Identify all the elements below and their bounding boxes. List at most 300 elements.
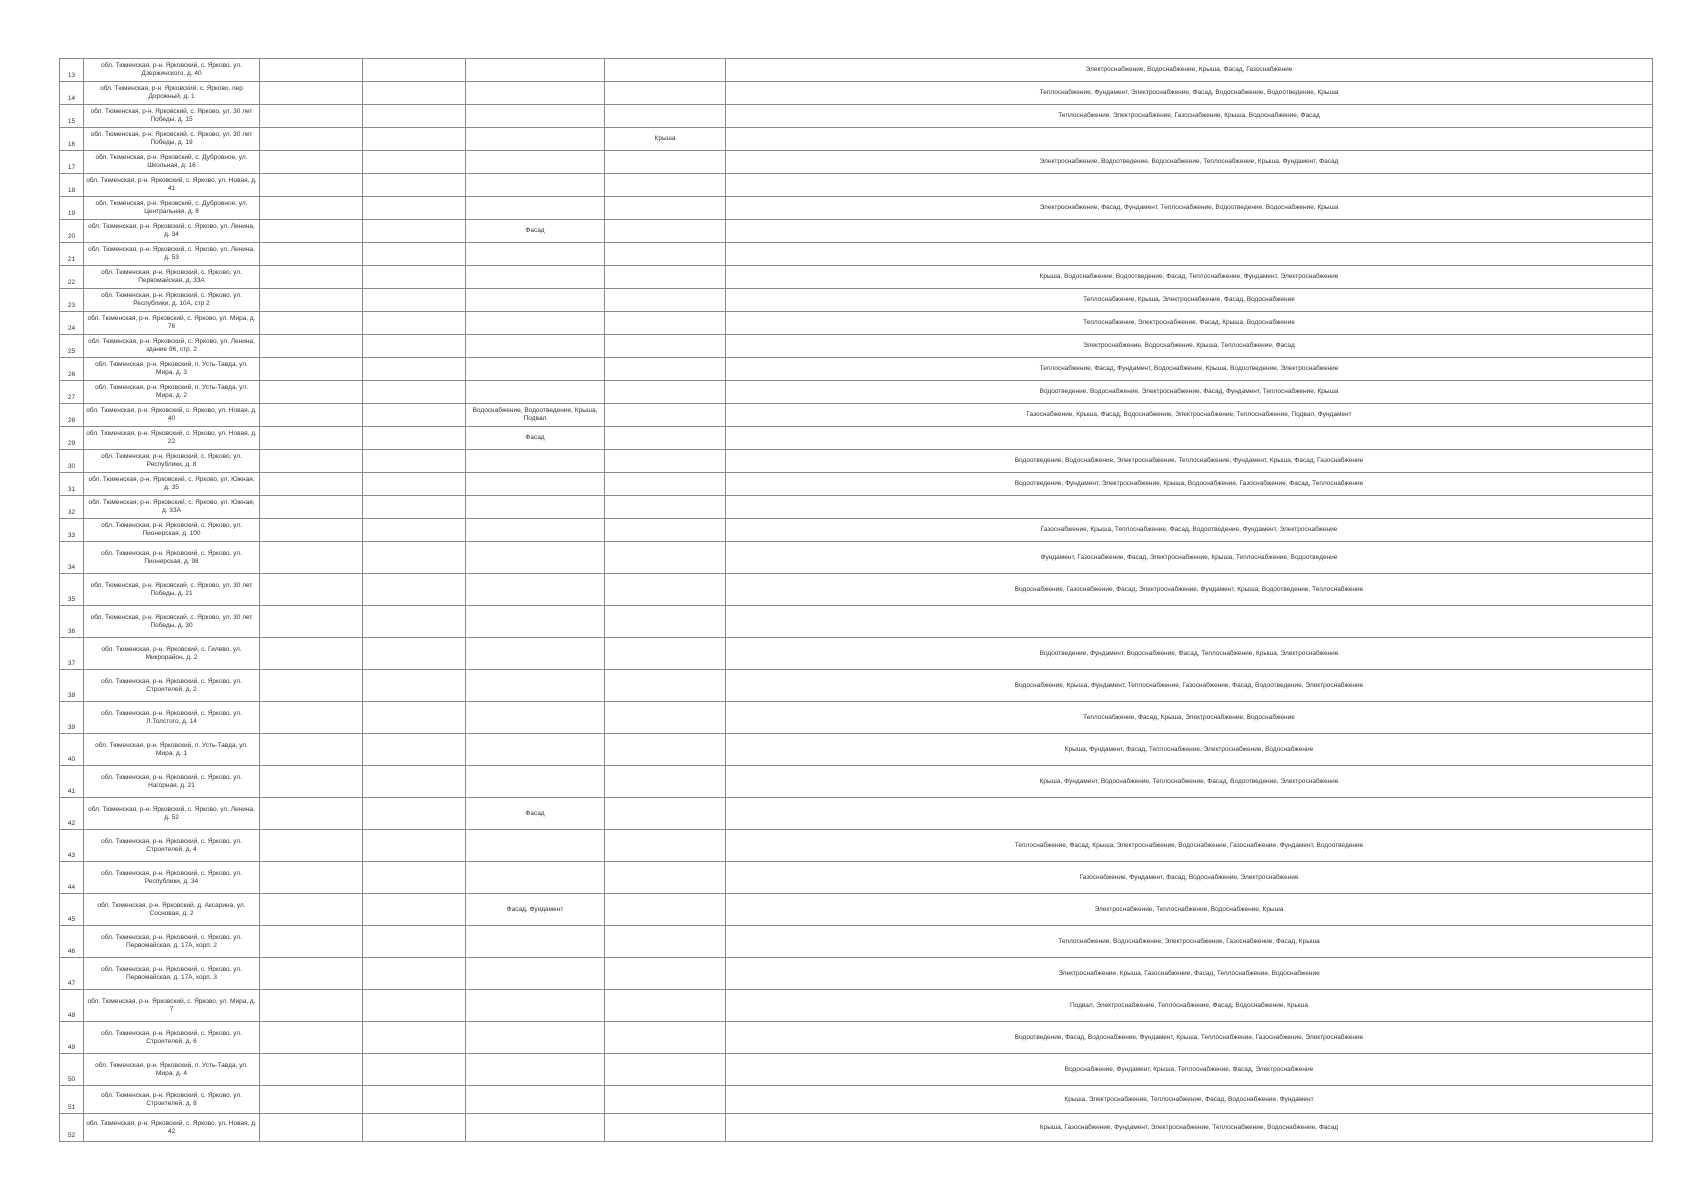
empty-cell xyxy=(363,197,466,220)
empty-cell xyxy=(363,670,466,702)
empty-cell xyxy=(260,289,363,312)
empty-cell xyxy=(363,734,466,766)
empty-cell xyxy=(363,542,466,574)
work-type-cell-2 xyxy=(605,427,726,450)
empty-cell xyxy=(260,427,363,450)
address-cell: обл. Тюменская, р-н. Ярковский, д. Аксарина, ул. Сосновая, д. 2 xyxy=(84,894,260,926)
empty-cell xyxy=(260,894,363,926)
empty-cell xyxy=(363,830,466,862)
table-row xyxy=(60,59,1653,82)
table-row xyxy=(60,82,1653,105)
works-list-cell: Крыша, Водоснабжение, Водоотведение, Фасад, Теплоснабжение, Фундамент, Электроснабжение xyxy=(726,266,1653,289)
empty-cell xyxy=(363,473,466,496)
row-number: 41 xyxy=(60,766,84,798)
empty-cell xyxy=(260,105,363,128)
row-number: 31 xyxy=(60,473,84,496)
address-cell: обл. Тюменская, р-н. Ярковский, с. Ярково, ул. Строителей, д. 6 xyxy=(84,1022,260,1054)
works-list-cell xyxy=(726,798,1653,830)
empty-cell xyxy=(363,427,466,450)
empty-cell xyxy=(260,404,363,427)
empty-cell xyxy=(260,990,363,1022)
row-number: 24 xyxy=(60,312,84,335)
works-list-cell: Теплоснабжение, Фасад, Крыша, Электроснабжение, Водоснабжение xyxy=(726,702,1653,734)
empty-cell xyxy=(260,312,363,335)
address-cell: обл. Тюменская, р-н. Ярковский, с. Ярково, ул. 30 лет Победы, д. 19 xyxy=(84,128,260,151)
empty-cell xyxy=(363,766,466,798)
address-cell: обл. Тюменская, р-н. Ярковский, с. Ярково, ул. Республики, д. 8 xyxy=(84,450,260,473)
row-number: 39 xyxy=(60,702,84,734)
empty-cell xyxy=(260,450,363,473)
empty-cell xyxy=(260,496,363,519)
empty-cell xyxy=(260,702,363,734)
row-number: 15 xyxy=(60,105,84,128)
address-cell: обл. Тюменская, р-н. Ярковский, с. Ярково, ул. Первомайская, д. 17А, корп. 3 xyxy=(84,958,260,990)
work-type-cell xyxy=(466,542,605,574)
row-number: 23 xyxy=(60,289,84,312)
works-list-cell: Электроснабжение, Фасад, Фундамент, Теплоснабжение, Водоотведение, Водоснабжение, Крыша xyxy=(726,197,1653,220)
work-type-cell xyxy=(466,151,605,174)
work-type-cell xyxy=(466,105,605,128)
address-cell: обл. Тюменская, р-н. Ярковский, с. Дубровное, ул. Школьная, д. 16 xyxy=(84,151,260,174)
table-row xyxy=(60,670,1653,702)
work-type-cell xyxy=(466,381,605,404)
empty-cell xyxy=(260,197,363,220)
row-number: 13 xyxy=(60,59,84,82)
address-cell: обл. Тюменская, р-н. Ярковский, с. Ярково, ул. Республики, д. 34 xyxy=(84,862,260,894)
address-cell: обл. Тюменская, р-н. Ярковский, с. Ярково, ул. Строителей, д. 4 xyxy=(84,830,260,862)
address-cell: обл. Тюменская, р-н. Ярковский, с. Дубровное, ул. Центральная, д. 8 xyxy=(84,197,260,220)
empty-cell xyxy=(363,926,466,958)
table-row xyxy=(60,358,1653,381)
table-row xyxy=(60,197,1653,220)
address-cell: обл. Тюменская, р-н. Ярковский, с. Ярково, ул. Ленина, д. 34 xyxy=(84,220,260,243)
empty-cell xyxy=(260,1022,363,1054)
empty-cell xyxy=(260,1086,363,1114)
empty-cell xyxy=(363,450,466,473)
row-number: 30 xyxy=(60,450,84,473)
row-number: 45 xyxy=(60,894,84,926)
works-table xyxy=(59,58,1653,1142)
work-type-cell xyxy=(466,335,605,358)
address-cell: обл. Тюменская, р-н. Ярковский, с. Ярково, ул. Южная, д. 35 xyxy=(84,473,260,496)
work-type-cell xyxy=(466,766,605,798)
works-list-cell xyxy=(726,174,1653,197)
works-list-cell: Газоснабжение, Крыша, Фасад, Водоснабжение, Электроснабжение, Теплоснабжение, Подвал, Фундамент xyxy=(726,404,1653,427)
table-row xyxy=(60,702,1653,734)
row-number: 18 xyxy=(60,174,84,197)
work-type-cell-2 xyxy=(605,1086,726,1114)
empty-cell xyxy=(363,638,466,670)
work-type-cell xyxy=(466,289,605,312)
work-type-cell-2 xyxy=(605,574,726,606)
empty-cell xyxy=(260,734,363,766)
address-cell: обл. Тюменская, р-н. Ярковский, с. Ярково, ул. Ленина, д. 53 xyxy=(84,243,260,266)
row-number: 51 xyxy=(60,1086,84,1114)
works-list-cell: Водоснабжение, Газоснабжение, Фасад, Электроснабжение, Фундамент, Крыша, Водоотведение, Теплоснабжение xyxy=(726,574,1653,606)
address-cell: обл. Тюменская, р-н. Ярковский, с. Ярково, ул. Первомайская, д. 17А, корп. 2 xyxy=(84,926,260,958)
work-type-cell xyxy=(466,990,605,1022)
works-list-cell: Теплоснабжение, Электроснабжение, Фасад, Крыша, Водоснабжение xyxy=(726,312,1653,335)
table-row xyxy=(60,266,1653,289)
row-number: 42 xyxy=(60,798,84,830)
address-cell: обл. Тюменская, р-н. Ярковский, с. Ярково, ул. Новая, д. 42 xyxy=(84,1114,260,1142)
work-type-cell-2 xyxy=(605,1114,726,1142)
empty-cell xyxy=(363,1022,466,1054)
table-row xyxy=(60,542,1653,574)
empty-cell xyxy=(260,381,363,404)
works-list-cell: Теплоснабжение, Фундамент, Электроснабжение, Фасад, Водоснабжение, Водоотведение, Крыша xyxy=(726,82,1653,105)
work-type-cell-2 xyxy=(605,220,726,243)
empty-cell xyxy=(363,82,466,105)
works-list-cell: Водоснабжение, Фундамент, Крыша, Теплоснабжение, Фасад, Электроснабжение xyxy=(726,1054,1653,1086)
empty-cell xyxy=(260,82,363,105)
empty-cell xyxy=(260,358,363,381)
work-type-cell xyxy=(466,82,605,105)
address-cell: обл. Тюменская, р-н. Ярковский, с. Гилево, ул. Микрорайон, д. 2 xyxy=(84,638,260,670)
empty-cell xyxy=(363,335,466,358)
work-type-cell-2 xyxy=(605,59,726,82)
empty-cell xyxy=(363,128,466,151)
work-type-cell-2 xyxy=(605,358,726,381)
work-type-cell xyxy=(466,59,605,82)
row-number: 19 xyxy=(60,197,84,220)
work-type-cell-2 xyxy=(605,197,726,220)
work-type-cell-2 xyxy=(605,766,726,798)
work-type-cell-2 xyxy=(605,82,726,105)
row-number: 22 xyxy=(60,266,84,289)
address-cell: обл. Тюменская, р-н. Ярковский, с. Ярково, ул. Ленина, д. 52 xyxy=(84,798,260,830)
table-row xyxy=(60,926,1653,958)
work-type-cell: Водоснабжение, Водоотведение, Крыша, Подвал xyxy=(466,404,605,427)
work-type-cell xyxy=(466,638,605,670)
address-cell: обл. Тюменская, р-н. Ярковский, с. Ярково, ул. Южная, д. 33А xyxy=(84,496,260,519)
row-number: 21 xyxy=(60,243,84,266)
work-type-cell xyxy=(466,606,605,638)
works-list-cell: Крыша, Фундамент, Фасад, Теплоснабжение, Электроснабжение, Водоснабжение xyxy=(726,734,1653,766)
work-type-cell xyxy=(466,496,605,519)
row-number: 44 xyxy=(60,862,84,894)
table-row xyxy=(60,312,1653,335)
works-list-cell xyxy=(726,243,1653,266)
work-type-cell-2: Крыша xyxy=(605,128,726,151)
address-cell: обл. Тюменская, р-н. Ярковский, с. Ярково, пер Дорожный, д. 1 xyxy=(84,82,260,105)
table-row xyxy=(60,606,1653,638)
empty-cell xyxy=(260,243,363,266)
work-type-cell-2 xyxy=(605,894,726,926)
address-cell: обл. Тюменская, р-н. Ярковский, с. Ярково, ул. Пионерская, д. 98 xyxy=(84,542,260,574)
empty-cell xyxy=(260,574,363,606)
work-type-cell xyxy=(466,734,605,766)
work-type-cell xyxy=(466,473,605,496)
address-cell: обл. Тюменская, р-н. Ярковский, с. Ярково, ул. 30 лет Победы, д. 15 xyxy=(84,105,260,128)
table-row xyxy=(60,574,1653,606)
works-list-cell: Крыша, Электроснабжение, Теплоснабжение, Фасад, Водоснабжение, Фундамент xyxy=(726,1086,1653,1114)
table-row xyxy=(60,519,1653,542)
works-list-cell: Электроснабжение, Водоснабжение, Крыша, Фасад, Газоснабжение xyxy=(726,59,1653,82)
empty-cell xyxy=(363,1086,466,1114)
empty-cell xyxy=(363,1114,466,1142)
work-type-cell xyxy=(466,243,605,266)
work-type-cell-2 xyxy=(605,266,726,289)
work-type-cell xyxy=(466,128,605,151)
work-type-cell xyxy=(466,830,605,862)
empty-cell xyxy=(260,335,363,358)
work-type-cell-2 xyxy=(605,404,726,427)
empty-cell xyxy=(260,473,363,496)
empty-cell xyxy=(363,702,466,734)
table-row xyxy=(60,734,1653,766)
work-type-cell-2 xyxy=(605,243,726,266)
work-type-cell-2 xyxy=(605,734,726,766)
row-number: 33 xyxy=(60,519,84,542)
works-list-cell: Водоснабжение, Крыша, Фундамент, Теплоснабжение, Газоснабжение, Фасад, Водоотведение, Электроснабжение xyxy=(726,670,1653,702)
empty-cell xyxy=(260,798,363,830)
works-list-cell xyxy=(726,220,1653,243)
work-type-cell-2 xyxy=(605,670,726,702)
work-type-cell: Фасад xyxy=(466,798,605,830)
work-type-cell-2 xyxy=(605,174,726,197)
work-type-cell xyxy=(466,358,605,381)
address-cell: обл. Тюменская, р-н. Ярковский, с. Ярково, ул. Первомайская, д. 33А xyxy=(84,266,260,289)
empty-cell xyxy=(260,958,363,990)
work-type-cell-2 xyxy=(605,381,726,404)
work-type-cell-2 xyxy=(605,830,726,862)
work-type-cell-2 xyxy=(605,519,726,542)
row-number: 32 xyxy=(60,496,84,519)
work-type-cell xyxy=(466,958,605,990)
work-type-cell-2 xyxy=(605,798,726,830)
works-list-cell xyxy=(726,427,1653,450)
address-cell: обл. Тюменская, р-н. Ярковский, с. Ярково, ул. Строителей, д. 8 xyxy=(84,1086,260,1114)
work-type-cell-2 xyxy=(605,990,726,1022)
table-row xyxy=(60,128,1653,151)
row-number: 28 xyxy=(60,404,84,427)
works-list-cell: Водоотведение, Фасад, Водоснабжение, Фундамент, Крыша, Теплоснабжение, Газоснабжение, Электроснабжение xyxy=(726,1022,1653,1054)
empty-cell xyxy=(363,174,466,197)
empty-cell xyxy=(363,496,466,519)
empty-cell xyxy=(363,606,466,638)
work-type-cell: Фасад xyxy=(466,220,605,243)
work-type-cell-2 xyxy=(605,105,726,128)
works-list-cell: Водоотведение, Фундамент, Электроснабжение, Крыша, Водоснабжение, Газоснабжение, Фасад, Теплоснабжение xyxy=(726,473,1653,496)
table-row xyxy=(60,958,1653,990)
table-row xyxy=(60,105,1653,128)
works-list-cell: Теплоснабжение, Фасад, Крыша, Электроснабжение, Водоснабжение, Газоснабжение, Фундамент, Водоотведение xyxy=(726,830,1653,862)
work-type-cell-2 xyxy=(605,496,726,519)
work-type-cell-2 xyxy=(605,312,726,335)
table-row xyxy=(60,220,1653,243)
empty-cell xyxy=(363,289,466,312)
table-row xyxy=(60,335,1653,358)
work-type-cell xyxy=(466,197,605,220)
empty-cell xyxy=(260,1054,363,1086)
work-type-cell xyxy=(466,519,605,542)
work-type-cell xyxy=(466,702,605,734)
work-type-cell-2 xyxy=(605,450,726,473)
table-row xyxy=(60,243,1653,266)
works-list-cell: Крыша, Фундамент, Водоснабжение, Теплоснабжение, Фасад, Водоотведение, Электроснабжение xyxy=(726,766,1653,798)
works-list-cell: Теплоснабжение, Фасад, Фундамент, Водоснабжение, Крыша, Водоотведение, Электроснабжение xyxy=(726,358,1653,381)
work-type-cell-2 xyxy=(605,638,726,670)
table-row xyxy=(60,894,1653,926)
works-list-cell: Теплоснабжение, Водоснабжение, Электроснабжение, Газоснабжение, Фасад, Крыша xyxy=(726,926,1653,958)
row-number: 25 xyxy=(60,335,84,358)
empty-cell xyxy=(260,670,363,702)
work-type-cell-2 xyxy=(605,1022,726,1054)
empty-cell xyxy=(363,798,466,830)
empty-cell xyxy=(363,243,466,266)
row-number: 50 xyxy=(60,1054,84,1086)
address-cell: обл. Тюменская, р-н. Ярковский, с. Ярково, ул. Л.Толстого, д. 14 xyxy=(84,702,260,734)
empty-cell xyxy=(363,358,466,381)
table-row xyxy=(60,427,1653,450)
address-cell: обл. Тюменская, р-н. Ярковский, с. Ярково, ул. Новая, д. 40 xyxy=(84,404,260,427)
empty-cell xyxy=(260,638,363,670)
empty-cell xyxy=(363,1054,466,1086)
works-list-cell xyxy=(726,606,1653,638)
empty-cell xyxy=(260,59,363,82)
works-list-cell xyxy=(726,128,1653,151)
address-cell: обл. Тюменская, р-н. Ярковский, с. Ярково, ул. Новая, д. 22 xyxy=(84,427,260,450)
row-number: 27 xyxy=(60,381,84,404)
empty-cell xyxy=(363,381,466,404)
address-cell: обл. Тюменская, р-н. Ярковский, п. Усть-Тавда, ул. Мира, д. 2 xyxy=(84,381,260,404)
works-list-cell: Теплоснабжение, Крыша, Электроснабжение, Фасад, Водоснабжение xyxy=(726,289,1653,312)
works-list-cell: Газоснабжение, Фундамент, Фасад, Водоснабжение, Электроснабжение xyxy=(726,862,1653,894)
address-cell: обл. Тюменская, р-н. Ярковский, с. Ярково, ул. Новая, д. 41 xyxy=(84,174,260,197)
work-type-cell-2 xyxy=(605,958,726,990)
row-number: 26 xyxy=(60,358,84,381)
row-number: 37 xyxy=(60,638,84,670)
empty-cell xyxy=(363,151,466,174)
work-type-cell-2 xyxy=(605,606,726,638)
work-type-cell-2 xyxy=(605,926,726,958)
work-type-cell-2 xyxy=(605,542,726,574)
address-cell: обл. Тюменская, р-н. Ярковский, с. Ярково, ул. Дзержинского, д. 40 xyxy=(84,59,260,82)
empty-cell xyxy=(363,220,466,243)
table-row xyxy=(60,1086,1653,1114)
table-row xyxy=(60,473,1653,496)
address-cell: обл. Тюменская, р-н. Ярковский, с. Ярково, ул. 30 лет Победы, д. 30 xyxy=(84,606,260,638)
empty-cell xyxy=(363,312,466,335)
work-type-cell-2 xyxy=(605,473,726,496)
address-cell: обл. Тюменская, р-н. Ярковский, с. Ярково, ул. Мира, д. 76 xyxy=(84,312,260,335)
row-number: 43 xyxy=(60,830,84,862)
table-row xyxy=(60,766,1653,798)
table-row xyxy=(60,862,1653,894)
row-number: 14 xyxy=(60,82,84,105)
empty-cell xyxy=(260,862,363,894)
work-type-cell xyxy=(466,1054,605,1086)
works-list-cell: Электроснабжение, Теплоснабжение, Водоснабжение, Крыша xyxy=(726,894,1653,926)
work-type-cell xyxy=(466,574,605,606)
empty-cell xyxy=(363,519,466,542)
works-list-cell: Фундамент, Газоснабжение, Фасад, Электроснабжение, Крыша, Теплоснабжение, Водоотведение xyxy=(726,542,1653,574)
work-type-cell xyxy=(466,1022,605,1054)
work-type-cell xyxy=(466,174,605,197)
works-list-cell: Водоотведение, Водоснабжение, Электроснабжение, Фасад, Фундамент, Теплоснабжение, Крыша xyxy=(726,381,1653,404)
work-type-cell-2 xyxy=(605,151,726,174)
work-type-cell xyxy=(466,1086,605,1114)
empty-cell xyxy=(260,542,363,574)
empty-cell xyxy=(260,151,363,174)
work-type-cell-2 xyxy=(605,335,726,358)
empty-cell xyxy=(363,59,466,82)
row-number: 48 xyxy=(60,990,84,1022)
table-row xyxy=(60,151,1653,174)
table-row xyxy=(60,1114,1653,1142)
empty-cell xyxy=(363,958,466,990)
works-list-cell: Водоотведение, Водоснабжение, Электроснабжение, Теплоснабжение, Фундамент, Крыша, Фасад, Газоснабжение xyxy=(726,450,1653,473)
row-number: 29 xyxy=(60,427,84,450)
table-row xyxy=(60,496,1653,519)
works-list-cell: Подвал, Электроснабжение, Теплоснабжение, Фасад, Водоснабжение, Крыша xyxy=(726,990,1653,1022)
table-row xyxy=(60,1054,1653,1086)
address-cell: обл. Тюменская, р-н. Ярковский, с. Ярково, ул. 30 лет Победы, д. 21 xyxy=(84,574,260,606)
work-type-cell xyxy=(466,266,605,289)
empty-cell xyxy=(363,105,466,128)
row-number: 16 xyxy=(60,128,84,151)
works-list-cell: Крыша, Газоснабжение, Фундамент, Электроснабжение, Теплоснабжение, Водоснабжение, Фасад xyxy=(726,1114,1653,1142)
table-row xyxy=(60,450,1653,473)
row-number: 20 xyxy=(60,220,84,243)
empty-cell xyxy=(363,862,466,894)
works-list-cell xyxy=(726,496,1653,519)
work-type-cell xyxy=(466,1114,605,1142)
row-number: 46 xyxy=(60,926,84,958)
empty-cell xyxy=(363,574,466,606)
address-cell: обл. Тюменская, р-н. Ярковский, с. Ярково, ул. Республики, д. 10А, стр 2 xyxy=(84,289,260,312)
address-cell: обл. Тюменская, р-н. Ярковский, п. Усть-Тавда, ул. Мира, д. 1 xyxy=(84,734,260,766)
work-type-cell: Фасад, Фундамент xyxy=(466,894,605,926)
empty-cell xyxy=(363,990,466,1022)
empty-cell xyxy=(260,174,363,197)
work-type-cell xyxy=(466,670,605,702)
row-number: 52 xyxy=(60,1114,84,1142)
empty-cell xyxy=(260,926,363,958)
address-cell: обл. Тюменская, р-н. Ярковский, с. Ярково, ул. Ленина, здание 96, стр. 2 xyxy=(84,335,260,358)
row-number: 40 xyxy=(60,734,84,766)
empty-cell xyxy=(260,128,363,151)
works-list-cell: Электроснабжение, Крыша, Газоснабжение, Фасад, Теплоснабжение, Водоснабжение xyxy=(726,958,1653,990)
address-cell: обл. Тюменская, р-н. Ярковский, с. Ярково, ул. Пионерская, д. 100 xyxy=(84,519,260,542)
table-row xyxy=(60,638,1653,670)
row-number: 38 xyxy=(60,670,84,702)
work-type-cell-2 xyxy=(605,702,726,734)
row-number: 49 xyxy=(60,1022,84,1054)
works-list-cell: Электроснабжение, Водоотведение, Водоснабжение, Теплоснабжение, Крыша, Фундамент, Фасад xyxy=(726,151,1653,174)
table-row xyxy=(60,174,1653,197)
empty-cell xyxy=(260,220,363,243)
empty-cell xyxy=(260,606,363,638)
address-cell: обл. Тюменская, р-н. Ярковский, с. Ярково, ул. Строителей, д. 2 xyxy=(84,670,260,702)
work-type-cell: Фасад xyxy=(466,427,605,450)
row-number: 17 xyxy=(60,151,84,174)
work-type-cell xyxy=(466,862,605,894)
table-row xyxy=(60,381,1653,404)
work-type-cell-2 xyxy=(605,862,726,894)
work-type-cell xyxy=(466,450,605,473)
address-cell: обл. Тюменская, р-н. Ярковский, п. Усть-Тавда, ул. Мира, д. 4 xyxy=(84,1054,260,1086)
row-number: 47 xyxy=(60,958,84,990)
work-type-cell-2 xyxy=(605,1054,726,1086)
empty-cell xyxy=(260,519,363,542)
row-number: 34 xyxy=(60,542,84,574)
empty-cell xyxy=(363,894,466,926)
address-cell: обл. Тюменская, р-н. Ярковский, с. Ярково, ул. Мира, д. 7 xyxy=(84,990,260,1022)
table-row xyxy=(60,404,1653,427)
table-row xyxy=(60,990,1653,1022)
